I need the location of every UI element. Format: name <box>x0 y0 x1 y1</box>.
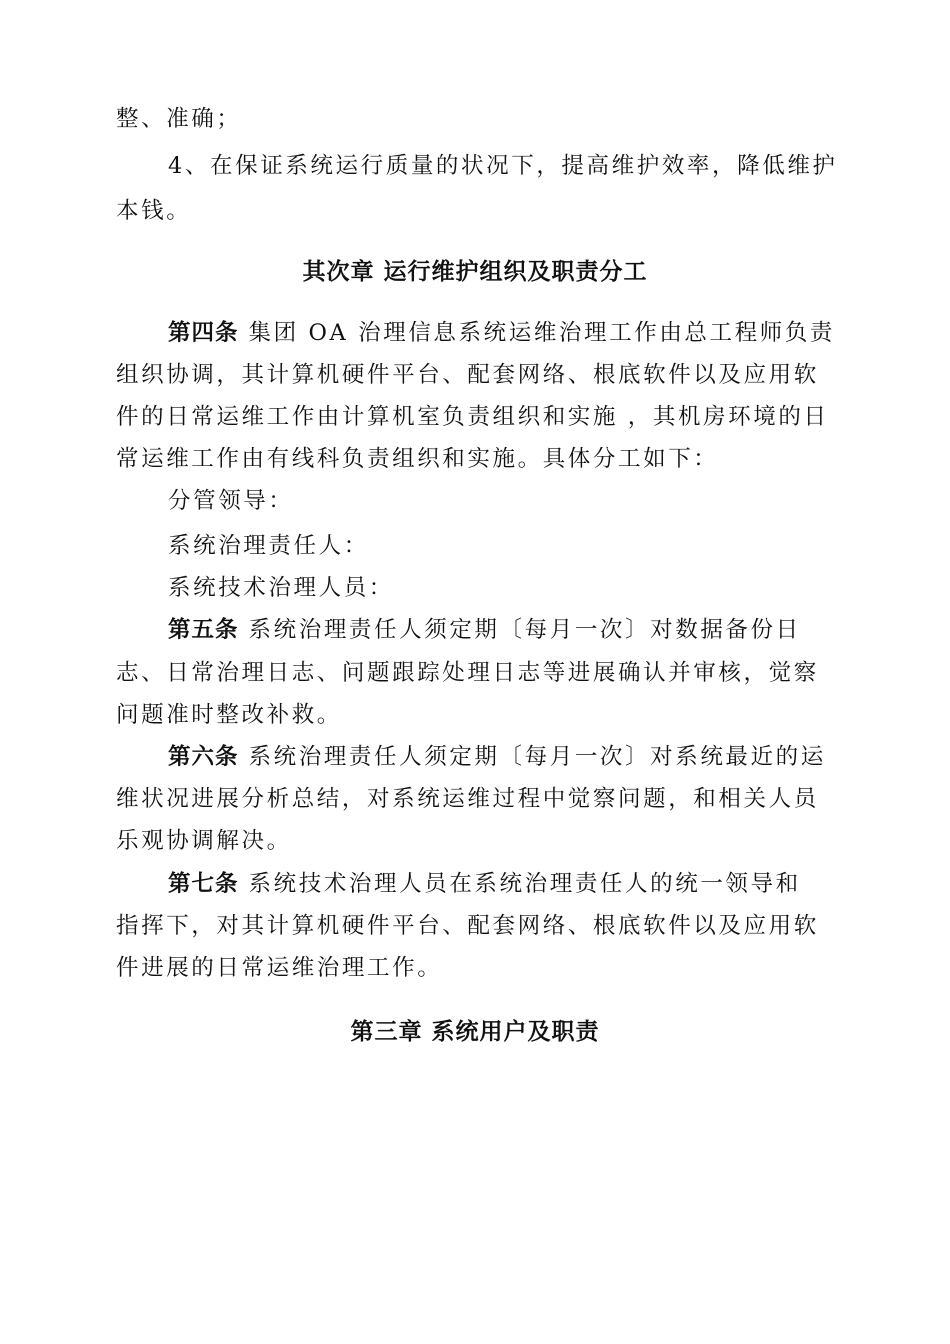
article-text: 系统治理责任人须定期〔每月一次〕对系统最近的运 <box>248 744 826 770</box>
article-label: 第六条 <box>168 744 239 770</box>
chapter-heading: 其次章 运行维护组织及职责分工 <box>302 258 648 285</box>
article-6-line: 乐观协调解决。 <box>116 828 292 854</box>
article-4-line: 件的日常运维工作由计算机室负责组织和实施 ，其机房环境的日 <box>116 404 829 430</box>
article-text: 系统治理责任人须定期〔每月一次〕对数据备份日 <box>248 617 801 643</box>
article-text: 集团 OA 治理信息系统运维治理工作由总工程师负责 <box>248 320 836 346</box>
article-4-line: 常运维工作由有线科负责组织和实施。具体分工如下： <box>116 446 719 472</box>
article-text: 系统技术治理人员在系统治理责任人的统一领导和 <box>248 871 801 897</box>
role-line: 系统治理责任人： <box>168 533 369 559</box>
chapter-heading: 第三章 系统用户及职责 <box>350 1018 600 1045</box>
text-line: 4、在保证系统运行质量的状况下，提高维护效率，降低维护 <box>168 153 838 179</box>
text-line: 本钱。 <box>116 198 192 224</box>
role-line: 系统技术治理人员： <box>168 575 394 601</box>
role-line: 分管领导： <box>168 488 294 514</box>
article-7-line: 件进展的日常运维治理工作。 <box>116 955 443 981</box>
article-label: 第五条 <box>168 617 239 643</box>
article-4-line <box>168 318 898 348</box>
article-5-line: 志、日常治理日志、问题跟踪处理日志等进展确认并审核，觉察 <box>116 660 819 686</box>
article-7-line: 指挥下，对其计算机硬件平台、配套网络、根底软件以及应用软 <box>116 913 819 939</box>
article-6-line: 维状况进展分析总结，对系统运维过程中觉察问题，和相关人员 <box>116 786 819 812</box>
article-5-line: 问题准时整改补救。 <box>116 702 342 728</box>
article-5-line <box>168 615 898 645</box>
text-line: 整、准确； <box>116 106 242 132</box>
article-label: 第四条 <box>168 320 239 346</box>
article-6-line <box>168 742 898 772</box>
article-label: 第七条 <box>168 871 239 897</box>
article-4-line: 组织协调，其计算机硬件平台、配套网络、根底软件以及应用软 <box>116 362 819 388</box>
article-7-line <box>168 869 898 899</box>
